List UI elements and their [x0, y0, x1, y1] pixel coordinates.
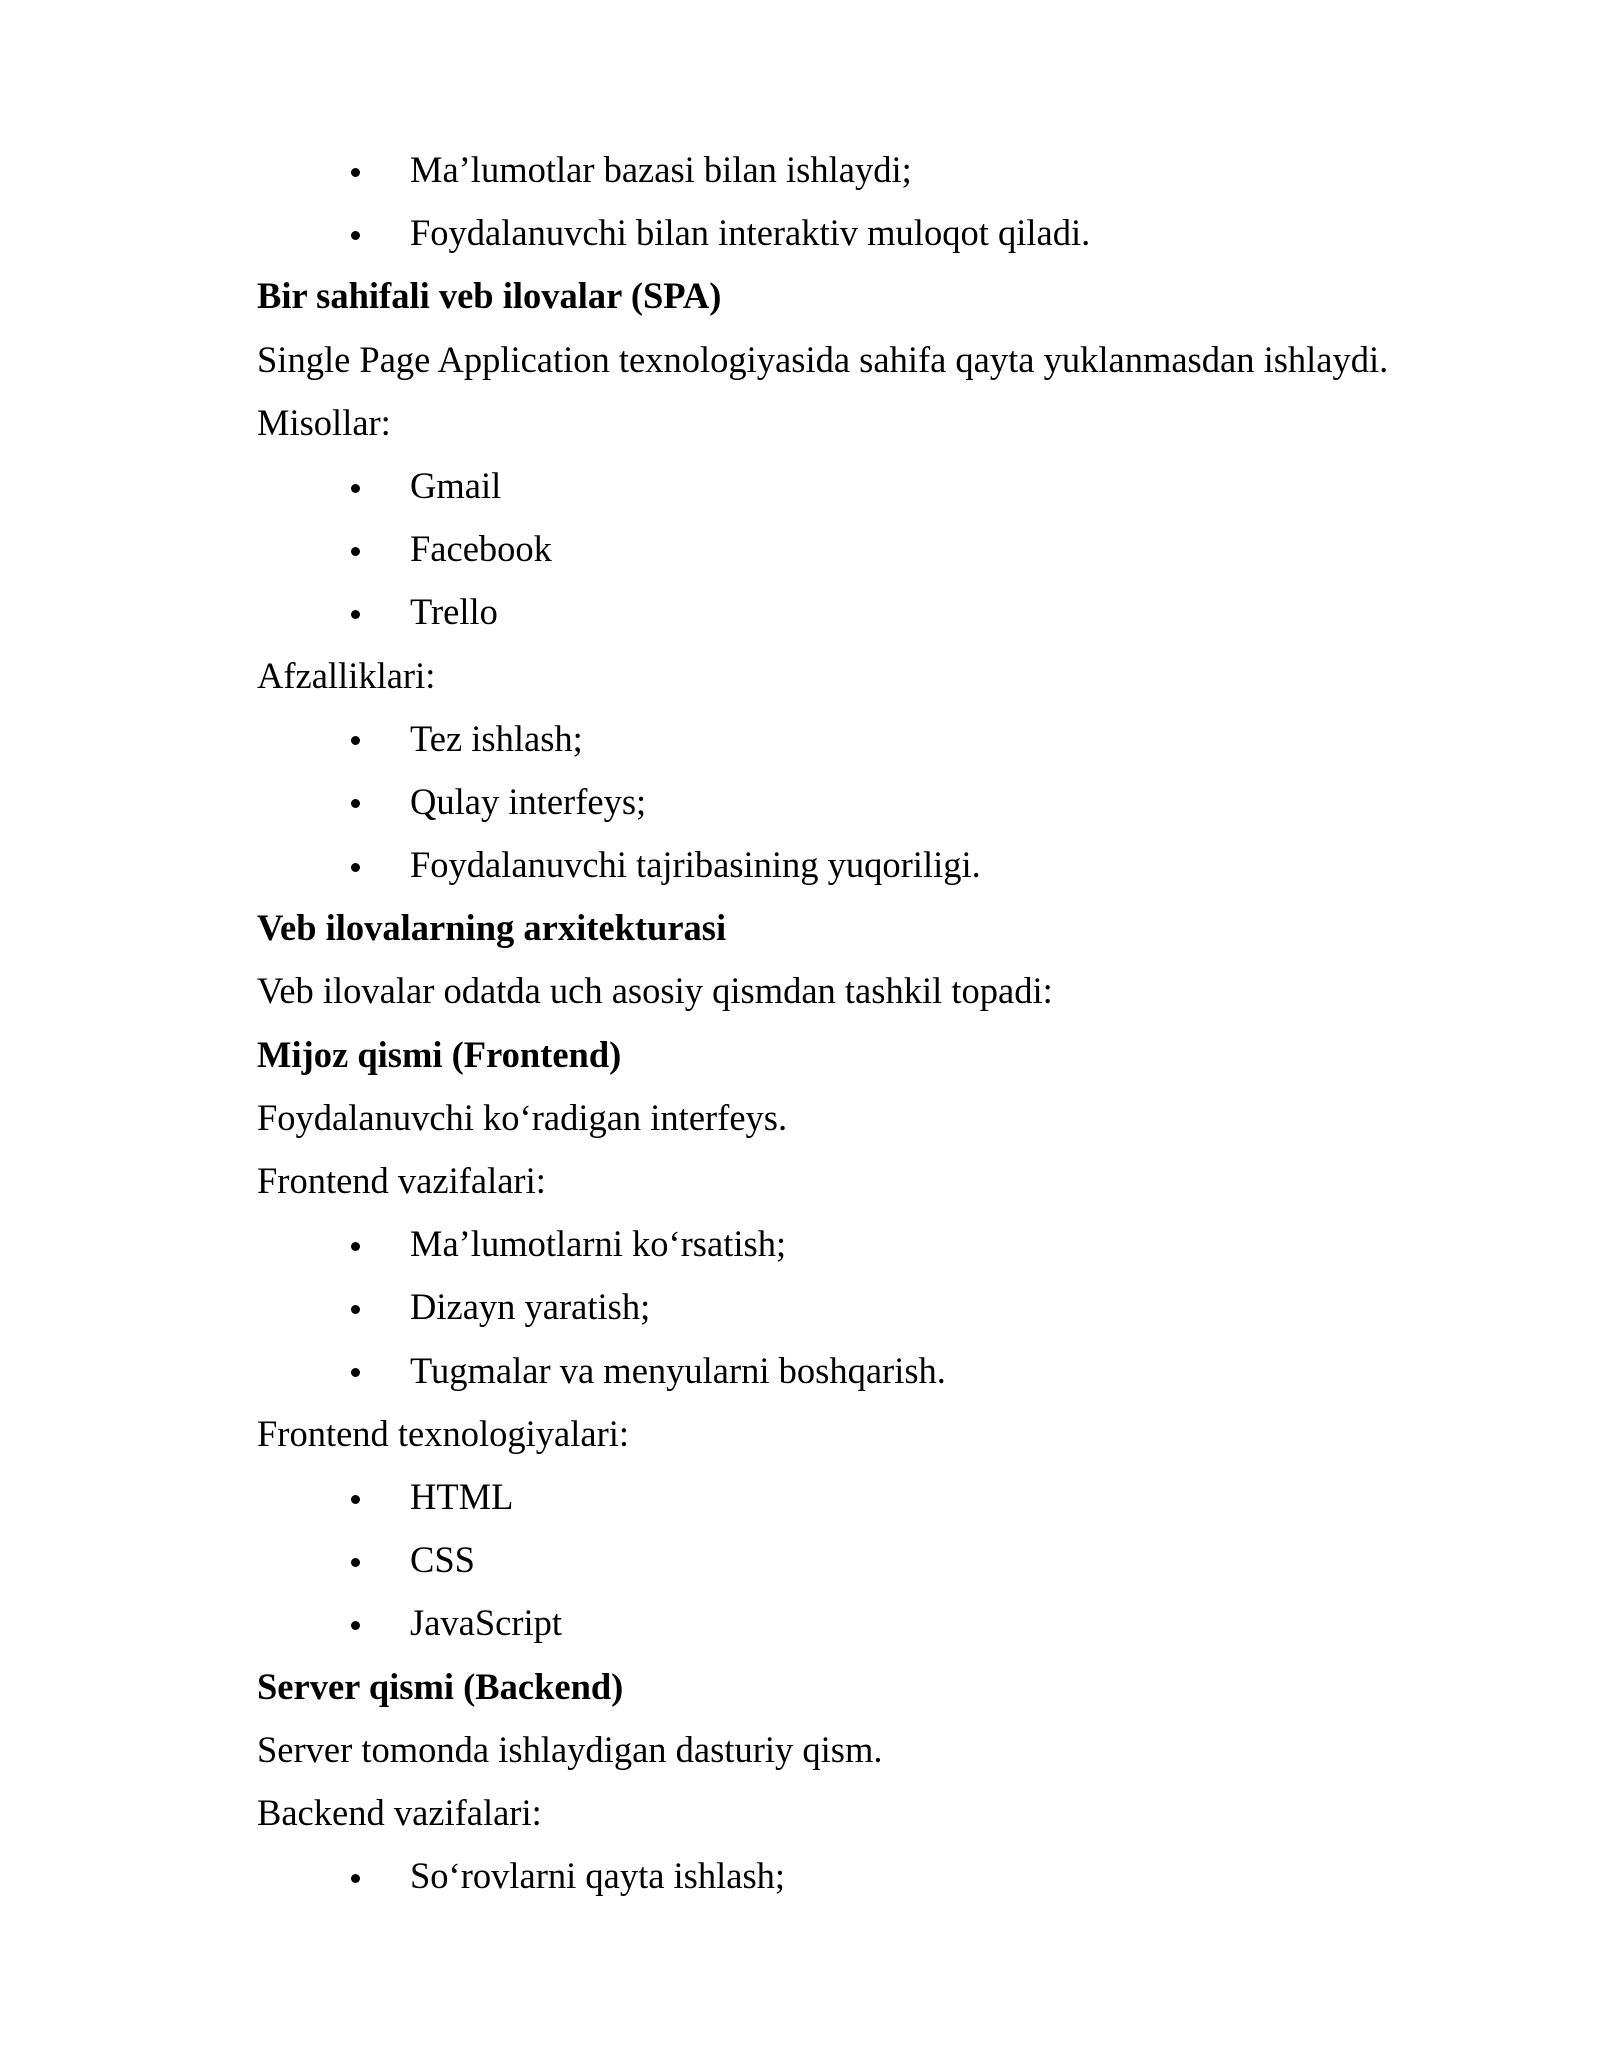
list-item-text: JavaScript: [410, 1602, 563, 1644]
list-item-text: Ma’lumotlarni ko‘rsatish;: [410, 1223, 787, 1265]
list-item-text: So‘rovlarni qayta ishlash;: [410, 1855, 786, 1897]
list-item: [257, 201, 1457, 264]
list-item-text: Dizayn yaratish;: [410, 1286, 651, 1328]
bullet-icon: [351, 547, 360, 556]
list-item-text: Tugmalar va menyularni boshqarish.: [410, 1349, 946, 1391]
list-item: [257, 707, 1457, 770]
bullet-icon: [351, 1368, 360, 1377]
list-item: [257, 1528, 1457, 1591]
list-item: [257, 517, 1457, 580]
document-page: [257, 138, 1457, 1907]
bullet-icon: [351, 1305, 360, 1314]
paragraph: Backend vazifalari:: [257, 1791, 542, 1833]
bullet-icon: [351, 610, 360, 619]
list-item: [257, 580, 1457, 643]
bullet-icon: [351, 863, 360, 872]
bullet-icon: [351, 231, 360, 240]
list-item-text: Ma’lumotlar bazasi bilan ishlaydi;: [410, 149, 912, 190]
list-item: [257, 770, 1457, 833]
bullet-icon: [351, 799, 360, 808]
bullet-icon: [351, 1495, 360, 1504]
list-item: [257, 138, 1457, 201]
paragraph: Afzalliklari:: [257, 654, 436, 696]
list-item-text: Tez ishlash;: [410, 717, 583, 759]
bullet-icon: [351, 1874, 360, 1883]
bullet-icon: [351, 1242, 360, 1251]
list-item: [257, 1465, 1457, 1528]
paragraph: Veb ilovalar odatda uch asosiy qismdan tashkil topadi:: [257, 970, 1053, 1012]
list-item-text: CSS: [410, 1539, 475, 1581]
list-item: [257, 1591, 1457, 1654]
list-item-text: HTML: [410, 1475, 514, 1517]
paragraph: Misollar:: [257, 401, 391, 443]
list-item-text: Qulay interfeys;: [410, 780, 647, 822]
section-heading: Server qismi (Backend): [257, 1665, 624, 1707]
list-item: [257, 454, 1457, 517]
list-item: [257, 1212, 1457, 1275]
list-item-text: Gmail: [410, 464, 502, 506]
paragraph: Single Page Application texnologiyasida sahifa qayta yuklanmasdan ishlaydi.: [257, 338, 1389, 380]
list-item: [257, 1275, 1457, 1338]
bullet-icon: [351, 736, 360, 745]
list-item-text: Trello: [410, 591, 498, 633]
list-item-text: Foydalanuvchi bilan interaktiv muloqot qiladi.: [410, 212, 1091, 254]
list-item-text: Facebook: [410, 528, 552, 570]
section-heading: Mijoz qismi (Frontend): [257, 1033, 622, 1075]
paragraph: Foydalanuvchi ko‘radigan interfeys.: [257, 1096, 788, 1138]
list-item-text: Foydalanuvchi tajribasining yuqoriligi.: [410, 844, 981, 886]
bullet-icon: [351, 1621, 360, 1630]
list-item: [257, 1844, 1457, 1907]
paragraph: Frontend texnologiyalari:: [257, 1412, 630, 1454]
section-heading: Veb ilovalarning arxitekturasi: [257, 907, 727, 949]
bullet-icon: [351, 1558, 360, 1567]
list-item: [257, 1339, 1457, 1402]
paragraph: Server tomonda ishlaydigan dasturiy qism.: [257, 1728, 883, 1770]
section-heading: Bir sahifali veb ilovalar (SPA): [257, 275, 722, 317]
bullet-icon: [351, 168, 360, 177]
paragraph: Frontend vazifalari:: [257, 1160, 546, 1201]
list-item: [257, 833, 1457, 896]
bullet-icon: [351, 484, 360, 493]
